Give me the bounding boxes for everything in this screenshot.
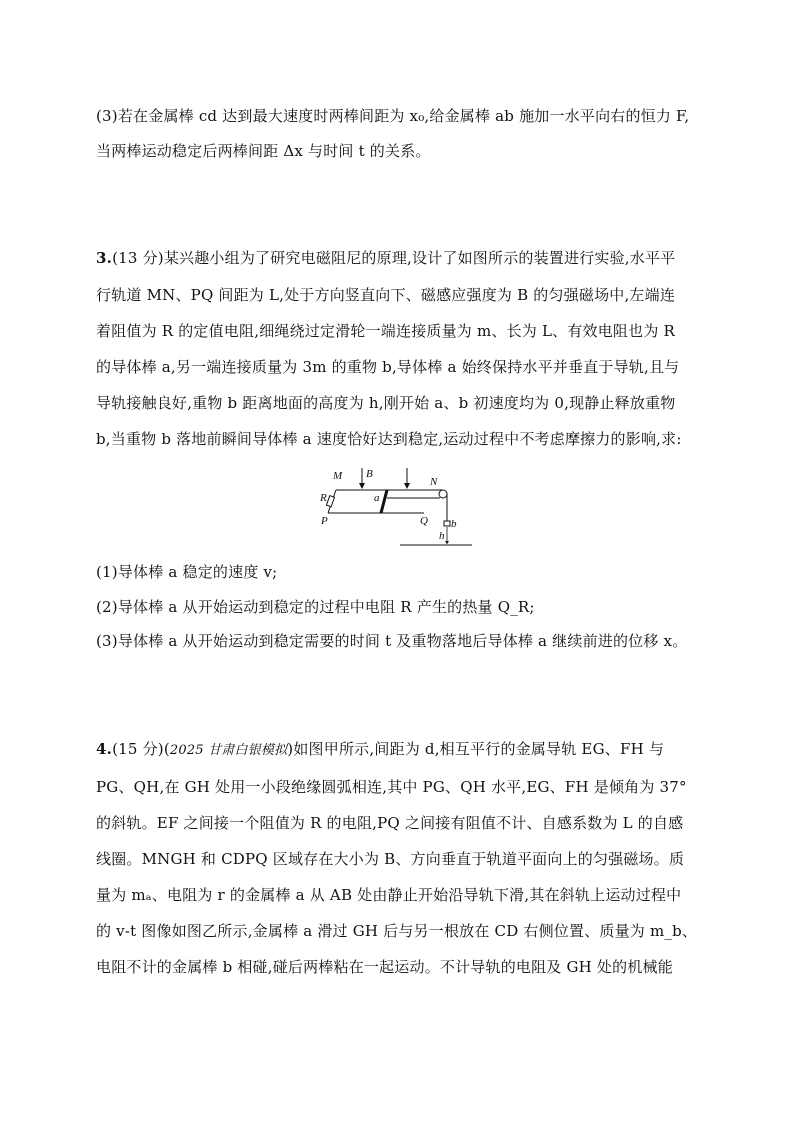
q3-number: 3.: [96, 249, 113, 267]
q3-line2: 行轨道 MN、PQ 间距为 L,处于方向竖直向下、磁感应强度为 B 的匀强磁场中,左端连: [96, 286, 676, 304]
q4-line4: 线圈。MNGH 和 CDPQ 区域存在大小为 B、方向垂直于轨道平面向上的匀强磁场。质: [96, 850, 685, 868]
field-arrowhead-right: [404, 483, 410, 489]
q4-line5: 量为 mₐ、电阻为 r 的金属棒 a 从 AB 处由静止开始沿导轨下滑,其在斜轨上运动过程中: [96, 886, 682, 904]
q4-line1-rest: )如图甲所示,间距为 d,相互平行的金属导轨 EG、FH 与: [287, 740, 665, 758]
weight-b: [444, 521, 450, 526]
label-B: B: [366, 468, 373, 480]
label-N: N: [430, 476, 438, 488]
pulley: [439, 490, 447, 498]
rod-a: [381, 490, 387, 513]
q4-score: (15 分)(: [112, 740, 170, 758]
label-b: b: [451, 518, 457, 530]
q4-line2: PG、QH,在 GH 处用一小段绝缘圆弧相连,其中 PG、QH 水平,EG、FH 是倾角为 37°: [96, 778, 687, 796]
height-arrowhead: [445, 541, 449, 544]
resistor-R: [326, 496, 334, 507]
q4-line1: [96, 739, 706, 761]
q4-number: 4.: [96, 740, 113, 758]
rail-pulley-diagram: [310, 468, 480, 550]
q4-source: 2025 甘肃白银模拟: [169, 743, 288, 758]
q4-line3: 的斜轨。EF 之间接一个阻值为 R 的电阻,PQ 之间接有阻值不计、自感系数为 L 的自感: [96, 814, 684, 832]
label-P: P: [321, 515, 328, 527]
label-a: a: [374, 492, 380, 504]
q3-line5: 导轨接触良好,重物 b 距离地面的高度为 h,刚开始 a、b 初速度均为 0,现静止释放重物: [96, 394, 676, 412]
q3-line1: [96, 248, 706, 268]
label-h: h: [439, 530, 445, 542]
q3-line3: 着阻值为 R 的定值电阻,细绳绕过定滑轮一端连接质量为 m、长为 L、有效电阻也为 R: [96, 322, 675, 340]
field-arrowhead-left: [359, 483, 365, 489]
q3-text-line1: (13 分)某兴趣小组为了研究电磁阻尼的原理,设计了如图所示的装置进行实验,水平平: [112, 249, 676, 267]
q3-part2: (2)导体棒 a 从开始运动到稳定的过程中电阻 R 产生的热量 Q_R;: [96, 598, 535, 616]
label-Q: Q: [420, 515, 428, 527]
q3-part3: (3)导体棒 a 从开始运动到稳定需要的时间 t 及重物落地后导体棒 a 继续前进的位移 x。: [96, 632, 688, 650]
q4-line6: 的 v-t 图像如图乙所示,金属棒 a 滑过 GH 后与另一根放在 CD 右侧位置、质量为 m_b、: [96, 922, 698, 940]
q2-part3-line2: 当两棒运动稳定后两棒间距 Δx 与时间 t 的关系。: [96, 142, 431, 160]
label-M: M: [333, 470, 343, 482]
q4-line7: 电阻不计的金属棒 b 相碰,碰后两棒粘在一起运动。不计导轨的电阻及 GH 处的机械能: [96, 958, 673, 976]
label-R: R: [320, 492, 327, 504]
q3-line6: b,当重物 b 落地前瞬间导体棒 a 速度恰好达到稳定,运动过程中不考虑摩擦力的影响,求:: [96, 430, 682, 448]
q2-part3-line1: (3)若在金属棒 cd 达到最大速度时两棒间距为 x₀,给金属棒 ab 施加一水平向右的恒力 F,: [96, 107, 690, 125]
q3-line4: 的导体棒 a,另一端连接质量为 3m 的重物 b,导体棒 a 始终保持水平并垂直于导轨,且与: [96, 358, 680, 376]
q3-part1: (1)导体棒 a 稳定的速度 v;: [96, 563, 278, 581]
